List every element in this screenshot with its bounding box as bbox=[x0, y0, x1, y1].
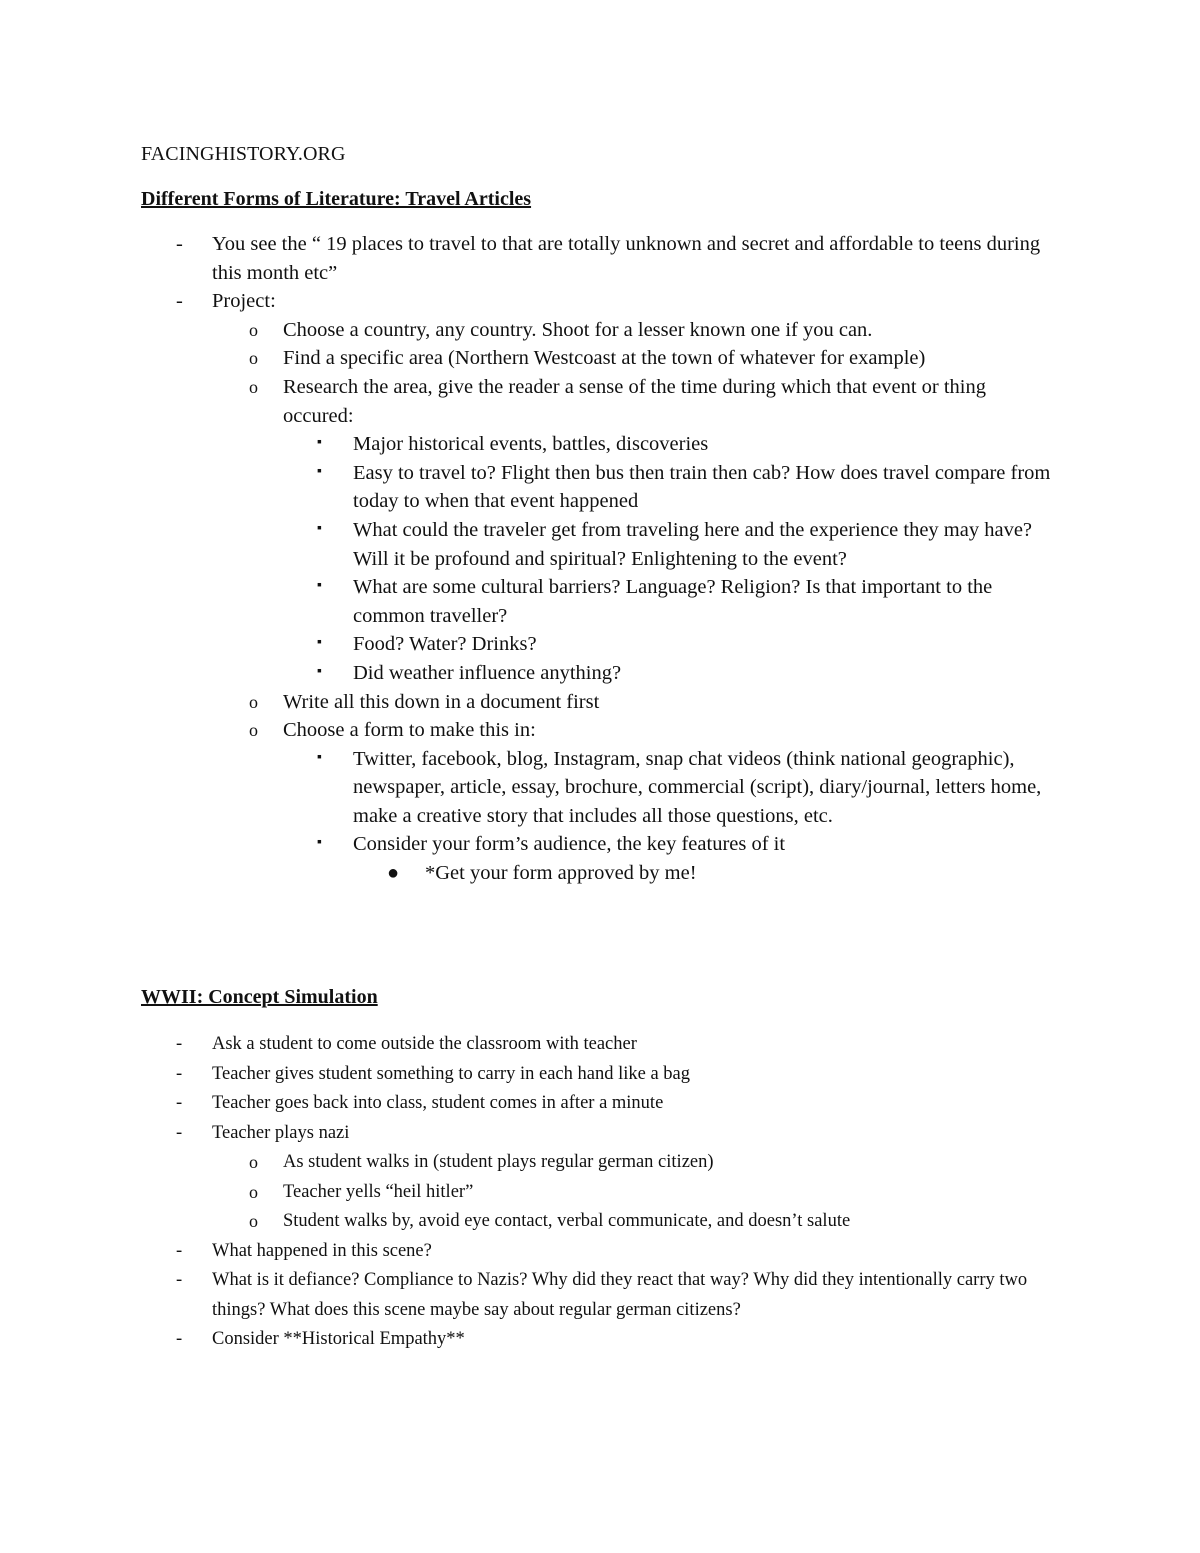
square-bullet: ▪ bbox=[317, 463, 322, 479]
dash-bullet: - bbox=[176, 233, 183, 255]
list-item bbox=[212, 1207, 1061, 1237]
list-item-text: As student walks in (student plays regular german citizen) bbox=[283, 1152, 714, 1172]
list-item-text: Project: bbox=[212, 290, 276, 313]
list-item bbox=[141, 1030, 1061, 1060]
dash-bullet: - bbox=[176, 1122, 183, 1143]
list-item bbox=[212, 373, 1061, 688]
site-label: FACINGHISTORY.ORG bbox=[141, 143, 346, 165]
approval-note: *Get your form approved by me! bbox=[425, 862, 697, 885]
circle-bullet: o bbox=[249, 691, 258, 712]
list-item bbox=[283, 573, 1061, 630]
list-item-text: Major historical events, battles, discoveries bbox=[353, 433, 709, 456]
list-item bbox=[283, 745, 1061, 831]
list-item-text: Twitter, facebook, blog, Instagram, snap chat videos (think national geographic), newspaper, article, essay, brochure, commercial (script), diary/journal, letters home, make a creative story that includes all those questions, etc. bbox=[353, 747, 1042, 827]
square-bullet: ▪ bbox=[317, 520, 322, 536]
list-item-text: Choose a country, any country. Shoot for a lesser known one if you can. bbox=[283, 318, 873, 341]
list-item-text: Research the area, give the reader a sense of the time during which that event or thing occured: bbox=[283, 375, 986, 427]
list-item bbox=[141, 287, 1061, 887]
scene-steps-list bbox=[212, 1148, 1061, 1237]
circle-bullet: o bbox=[249, 1181, 258, 1202]
list-item-text: Choose a form to make this in: bbox=[283, 719, 536, 742]
list-item-text: Teacher goes back into class, student comes in after a minute bbox=[212, 1093, 664, 1113]
wwii-simulation-list bbox=[141, 1030, 1061, 1355]
project-steps-list bbox=[212, 316, 1061, 888]
circle-bullet: o bbox=[249, 1211, 258, 1231]
approval-list bbox=[353, 859, 1061, 888]
dash-bullet: - bbox=[176, 1063, 183, 1084]
list-item-text: What could the traveler get from traveling here and the experience they may have? Will it be profound and spiritual? Enlightening to the event? bbox=[353, 518, 1033, 570]
list-item bbox=[212, 716, 1061, 888]
list-item bbox=[283, 659, 1061, 688]
list-item bbox=[212, 344, 1061, 373]
list-item-text: Write all this down in a document first bbox=[283, 690, 600, 713]
research-points-list bbox=[283, 430, 1061, 687]
list-item-text: What is it defiance? Compliance to Nazis? Why did they react that way? Why did they intentionally carry two things? What does this scene maybe say about regular german citizens? bbox=[212, 1270, 1028, 1320]
square-bullet: ▪ bbox=[317, 835, 322, 851]
list-item-text: Consider **Historical Empathy** bbox=[212, 1329, 465, 1349]
list-item bbox=[141, 1089, 1061, 1119]
list-item bbox=[141, 1060, 1061, 1090]
circle-bullet: o bbox=[249, 376, 258, 397]
dash-bullet: - bbox=[176, 1270, 183, 1290]
list-item bbox=[141, 1325, 1061, 1355]
travel-articles-list bbox=[141, 230, 1061, 888]
dash-bullet: - bbox=[176, 1240, 183, 1261]
form-points-list bbox=[283, 745, 1061, 888]
list-item-text: Did weather influence anything? bbox=[353, 661, 622, 684]
list-item bbox=[283, 516, 1061, 573]
circle-bullet: o bbox=[249, 319, 258, 340]
list-item bbox=[141, 1237, 1061, 1267]
square-bullet: ▪ bbox=[317, 663, 322, 679]
list-item bbox=[212, 688, 1061, 717]
dash-bullet: - bbox=[176, 1329, 183, 1349]
list-item-text: Find a specific area (Northern Westcoast at the town of whatever for example) bbox=[283, 347, 926, 370]
square-bullet: ▪ bbox=[317, 435, 322, 451]
list-item-text: You see the “ 19 places to travel to that are totally unknown and secret and affordable to teens during this month etc” bbox=[212, 233, 1041, 284]
circle-bullet: o bbox=[249, 348, 258, 369]
list-item bbox=[212, 316, 1061, 345]
list-item-text: Teacher gives student something to carry in each hand like a bag bbox=[212, 1063, 690, 1084]
square-bullet: ▪ bbox=[317, 578, 322, 594]
list-item-text: Consider your form’s audience, the key features of it bbox=[353, 833, 786, 856]
list-item bbox=[141, 1266, 1061, 1325]
list-item bbox=[141, 1119, 1061, 1237]
list-item bbox=[353, 859, 1061, 888]
section-heading-travel-articles: Different Forms of Literature: Travel Articles bbox=[141, 188, 532, 210]
circle-bullet: o bbox=[249, 720, 258, 741]
circle-bullet: o bbox=[249, 1152, 258, 1172]
list-item-text: What are some cultural barriers? Language? Religion? Is that important to the common traveller? bbox=[353, 576, 993, 627]
list-item-text: Easy to travel to? Flight then bus then train then cab? How does travel compare from today to when that event happened bbox=[353, 461, 1051, 513]
list-item-text: Food? Water? Drinks? bbox=[353, 633, 537, 656]
dash-bullet: - bbox=[176, 290, 183, 313]
list-item bbox=[212, 1178, 1061, 1208]
list-item-text: What happened in this scene? bbox=[212, 1240, 432, 1261]
dot-bullet: ● bbox=[387, 862, 400, 885]
dash-bullet: - bbox=[176, 1093, 183, 1113]
list-item bbox=[141, 230, 1061, 287]
list-item bbox=[283, 630, 1061, 659]
list-item-text: Ask a student to come outside the classroom with teacher bbox=[212, 1034, 637, 1054]
list-item-text: Teacher plays nazi bbox=[212, 1122, 350, 1143]
list-item bbox=[212, 1148, 1061, 1178]
list-item bbox=[283, 830, 1061, 887]
list-item bbox=[283, 430, 1061, 459]
square-bullet: ▪ bbox=[317, 749, 322, 765]
section-heading-wwii-simulation: WWII: Concept Simulation bbox=[141, 986, 378, 1008]
list-item bbox=[283, 459, 1061, 516]
square-bullet: ▪ bbox=[317, 635, 322, 651]
list-item-text: Student walks by, avoid eye contact, verbal communicate, and doesn’t salute bbox=[283, 1211, 851, 1231]
dash-bullet: - bbox=[176, 1034, 183, 1054]
list-item-text: Teacher yells “heil hitler” bbox=[283, 1181, 474, 1202]
